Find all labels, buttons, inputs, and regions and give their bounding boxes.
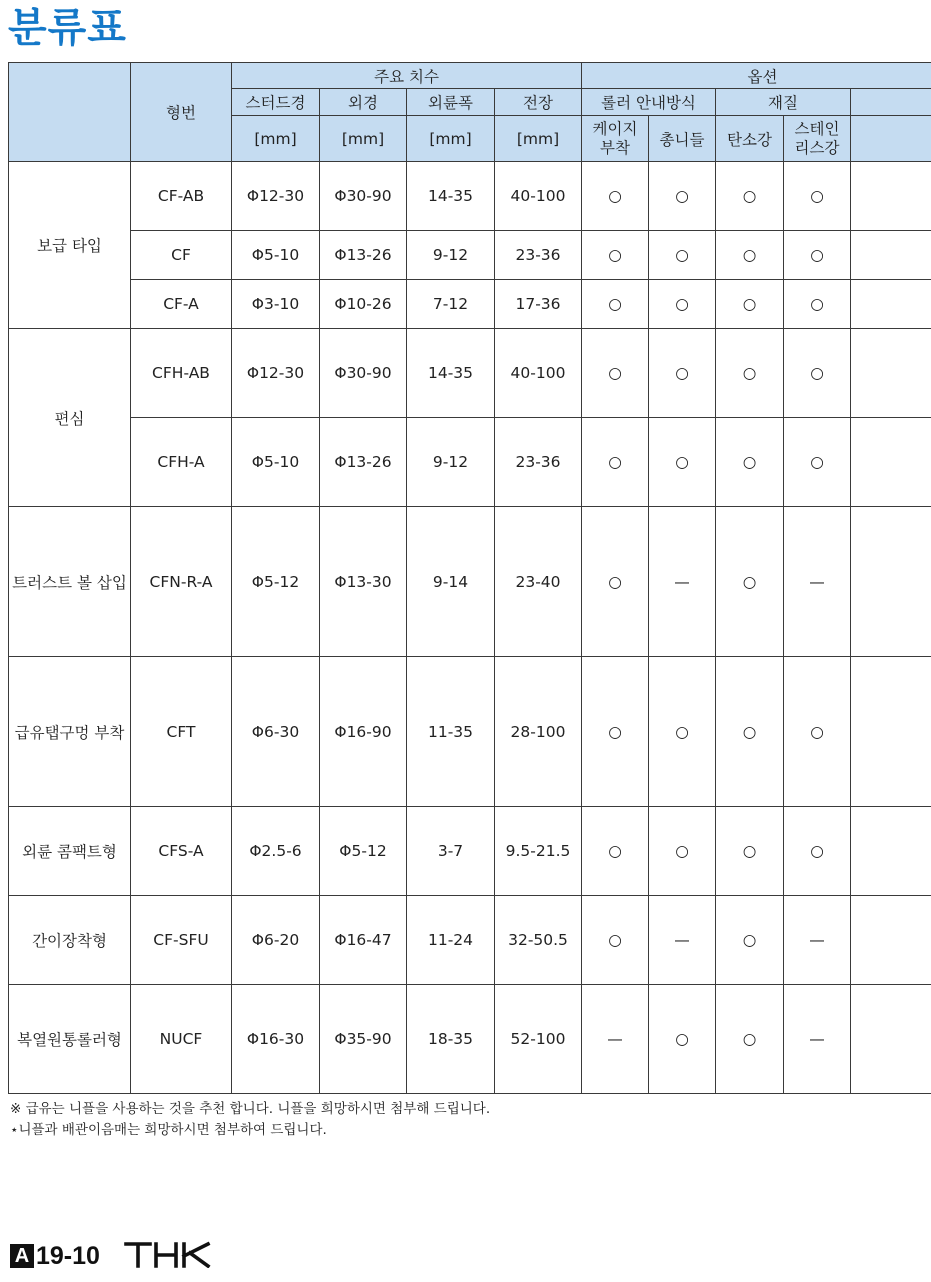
- opt-carbon: ○: [716, 329, 784, 418]
- extra-cell: [851, 162, 931, 231]
- header-cage: 케이지 부착: [582, 116, 649, 162]
- unit-outer-width: [mm]: [407, 116, 495, 162]
- group-label: 급유탭구멍 부착: [9, 657, 131, 807]
- od-cell: Φ10-26: [320, 280, 407, 329]
- opt-stainless: ○: [784, 329, 851, 418]
- extra-cell: [851, 807, 931, 896]
- page-number: 19-10: [36, 1241, 100, 1270]
- model-cell: CFN-R-A: [131, 507, 232, 657]
- header-corner: [9, 63, 131, 162]
- model-cell: NUCF: [131, 985, 232, 1094]
- width-cell: 14-35: [407, 329, 495, 418]
- header-outer-dia: 외경: [320, 89, 407, 116]
- opt-cage: ○: [582, 329, 649, 418]
- od-cell: Φ16-47: [320, 896, 407, 985]
- group-label: 복열원통롤러형: [9, 985, 131, 1094]
- header-extra-sub: [851, 116, 931, 162]
- opt-stainless: ○: [784, 231, 851, 280]
- opt-cage: ○: [582, 807, 649, 896]
- model-cell: CF-SFU: [131, 896, 232, 985]
- header-outer-width: 외륜폭: [407, 89, 495, 116]
- od-cell: Φ13-26: [320, 231, 407, 280]
- opt-stainless: —: [784, 507, 851, 657]
- opt-cage: ○: [582, 418, 649, 507]
- extra-cell: [851, 329, 931, 418]
- opt-carbon: ○: [716, 807, 784, 896]
- opt-cage: ○: [582, 231, 649, 280]
- od-cell: Φ16-90: [320, 657, 407, 807]
- model-cell: CFS-A: [131, 807, 232, 896]
- od-cell: Φ5-12: [320, 807, 407, 896]
- stud-cell: Φ12-30: [232, 329, 320, 418]
- model-cell: CF: [131, 231, 232, 280]
- group-label: 트러스트 볼 삽입: [9, 507, 131, 657]
- stud-cell: Φ5-10: [232, 231, 320, 280]
- opt-cage: ○: [582, 280, 649, 329]
- extra-cell: [851, 896, 931, 985]
- opt-full-complement: ○: [649, 807, 716, 896]
- table-row: [9, 896, 931, 985]
- header-roller-guide: 롤러 안내방식: [582, 89, 716, 116]
- extra-cell: [851, 231, 931, 280]
- model-cell: CFH-AB: [131, 329, 232, 418]
- stud-cell: Φ6-30: [232, 657, 320, 807]
- table-row: [9, 329, 931, 418]
- opt-full-complement: ○: [649, 162, 716, 231]
- od-cell: Φ13-30: [320, 507, 407, 657]
- stud-cell: Φ16-30: [232, 985, 320, 1094]
- opt-cage: ○: [582, 657, 649, 807]
- table-row: [9, 418, 931, 507]
- length-cell: 17-36: [495, 280, 582, 329]
- model-cell: CF-A: [131, 280, 232, 329]
- header-main-dims: 주요 치수: [232, 63, 582, 89]
- unit-outer-dia: [mm]: [320, 116, 407, 162]
- extra-cell: [851, 657, 931, 807]
- opt-stainless: —: [784, 985, 851, 1094]
- page-title: 분류표: [8, 5, 127, 51]
- table-row: [9, 507, 931, 657]
- opt-cage: ○: [582, 507, 649, 657]
- opt-full-complement: —: [649, 507, 716, 657]
- header-options: 옵션: [582, 63, 931, 89]
- length-cell: 23-36: [495, 418, 582, 507]
- length-cell: 40-100: [495, 329, 582, 418]
- page-footer: [10, 1239, 212, 1273]
- opt-cage: ○: [582, 162, 649, 231]
- group-label: 편심: [9, 329, 131, 507]
- od-cell: Φ30-90: [320, 162, 407, 231]
- opt-carbon: ○: [716, 896, 784, 985]
- group-label: 외륜 콤팩트형: [9, 807, 131, 896]
- unit-stud-dia: [mm]: [232, 116, 320, 162]
- table-row: [9, 280, 931, 329]
- footnote-nipple: ⋆니플과 배관이음매는 희망하시면 첨부하여 드립니다.: [10, 1122, 327, 1138]
- header-carbon-steel: 탄소강: [716, 116, 784, 162]
- thk-logo-icon: [124, 1240, 212, 1272]
- table-row: [9, 807, 931, 896]
- opt-carbon: ○: [716, 162, 784, 231]
- opt-carbon: ○: [716, 985, 784, 1094]
- opt-full-complement: ○: [649, 280, 716, 329]
- opt-full-complement: ○: [649, 329, 716, 418]
- header-length: 전장: [495, 89, 582, 116]
- stud-cell: Φ5-10: [232, 418, 320, 507]
- opt-carbon: ○: [716, 657, 784, 807]
- footnotes: [10, 1099, 490, 1141]
- opt-full-complement: ○: [649, 657, 716, 807]
- unit-length: [mm]: [495, 116, 582, 162]
- length-cell: 32-50.5: [495, 896, 582, 985]
- width-cell: 3-7: [407, 807, 495, 896]
- width-cell: 9-12: [407, 231, 495, 280]
- header-extra: [851, 89, 931, 116]
- width-cell: 7-12: [407, 280, 495, 329]
- opt-stainless: ○: [784, 280, 851, 329]
- footnote-lubrication: ※ 급유는 니플을 사용하는 것을 추천 합니다. 니플을 희망하시면 첨부해 드립니다.: [10, 1101, 491, 1117]
- opt-full-complement: —: [649, 896, 716, 985]
- opt-carbon: ○: [716, 280, 784, 329]
- header-material: 재질: [716, 89, 851, 116]
- length-cell: 52-100: [495, 985, 582, 1094]
- stud-cell: Φ6-20: [232, 896, 320, 985]
- opt-full-complement: ○: [649, 418, 716, 507]
- width-cell: 9-12: [407, 418, 495, 507]
- extra-cell: [851, 280, 931, 329]
- od-cell: Φ30-90: [320, 329, 407, 418]
- group-label: 간이장착형: [9, 896, 131, 985]
- opt-stainless: ○: [784, 162, 851, 231]
- od-cell: Φ35-90: [320, 985, 407, 1094]
- length-cell: 23-36: [495, 231, 582, 280]
- opt-carbon: ○: [716, 507, 784, 657]
- opt-stainless: ○: [784, 657, 851, 807]
- model-cell: CF-AB: [131, 162, 232, 231]
- header-type-no: 형번: [131, 63, 232, 162]
- opt-full-complement: ○: [649, 985, 716, 1094]
- table-row: [9, 985, 931, 1094]
- header-stud-dia: 스터드경: [232, 89, 320, 116]
- stud-cell: Φ3-10: [232, 280, 320, 329]
- stud-cell: Φ12-30: [232, 162, 320, 231]
- length-cell: 23-40: [495, 507, 582, 657]
- extra-cell: [851, 507, 931, 657]
- stud-cell: Φ5-12: [232, 507, 320, 657]
- width-cell: 9-14: [407, 507, 495, 657]
- opt-carbon: ○: [716, 231, 784, 280]
- width-cell: 11-35: [407, 657, 495, 807]
- width-cell: 18-35: [407, 985, 495, 1094]
- od-cell: Φ13-26: [320, 418, 407, 507]
- extra-cell: [851, 418, 931, 507]
- table-row: [9, 162, 931, 231]
- length-cell: 28-100: [495, 657, 582, 807]
- opt-stainless: —: [784, 896, 851, 985]
- header-full-complement: 총니들: [649, 116, 716, 162]
- model-cell: CFH-A: [131, 418, 232, 507]
- model-cell: CFT: [131, 657, 232, 807]
- opt-full-complement: ○: [649, 231, 716, 280]
- group-label: 보급 타입: [9, 162, 131, 329]
- opt-carbon: ○: [716, 418, 784, 507]
- opt-stainless: ○: [784, 807, 851, 896]
- classification-table: [8, 62, 931, 1094]
- opt-stainless: ○: [784, 418, 851, 507]
- opt-cage: —: [582, 985, 649, 1094]
- opt-cage: ○: [582, 896, 649, 985]
- length-cell: 40-100: [495, 162, 582, 231]
- width-cell: 11-24: [407, 896, 495, 985]
- extra-cell: [851, 985, 931, 1094]
- stud-cell: Φ2.5-6: [232, 807, 320, 896]
- header-stainless: 스테인 리스강: [784, 116, 851, 162]
- table-row: [9, 231, 931, 280]
- width-cell: 14-35: [407, 162, 495, 231]
- section-badge: A: [10, 1244, 34, 1268]
- length-cell: 9.5-21.5: [495, 807, 582, 896]
- table-row: [9, 657, 931, 807]
